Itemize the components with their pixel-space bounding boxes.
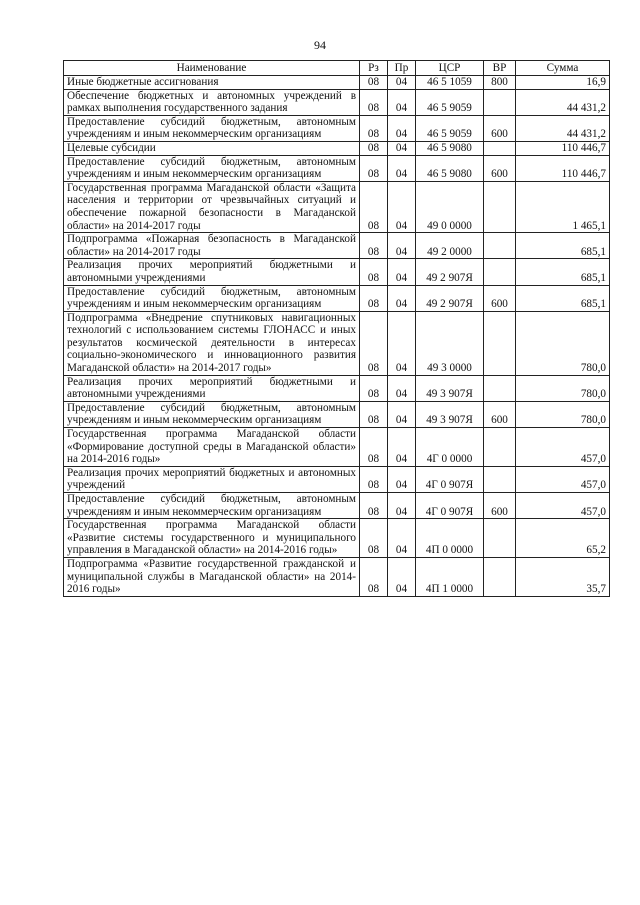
cell-csr: 49 3 0000: [416, 311, 484, 375]
cell-name: Предоставление субсидий бюджетным, автономным учреждениям и иным некоммерческим организациям: [64, 493, 360, 519]
cell-name: Государственная программа Магаданской области «Развитие системы государственного и муниципального управления в Магаданской области» на 2014-2016 годы»: [64, 519, 360, 558]
table-row: [64, 466, 610, 492]
cell-csr: 46 5 9059: [416, 89, 484, 115]
cell-csr: 46 5 9080: [416, 141, 484, 155]
table-row: [64, 401, 610, 427]
cell-rz: 08: [360, 181, 388, 232]
cell-csr: 49 2 0000: [416, 233, 484, 259]
cell-vr: [484, 557, 516, 596]
cell-vr: [484, 233, 516, 259]
cell-rz: 08: [360, 519, 388, 558]
cell-sum: 457,0: [516, 428, 610, 467]
cell-sum: 685,1: [516, 233, 610, 259]
cell-rz: 08: [360, 311, 388, 375]
cell-name: Подпрограмма «Внедрение спутниковых навигационных технологий с использованием системы ГЛОНАСС и иных результатов космической деятельности в интересах социально-экономического и инновационного развития Магаданской области» на 2014-2017 годы»: [64, 311, 360, 375]
cell-rz: 08: [360, 233, 388, 259]
column-header-vr: ВР: [484, 61, 516, 76]
column-header-name: Наименование: [64, 61, 360, 76]
table-row: [64, 115, 610, 141]
cell-vr: 600: [484, 493, 516, 519]
cell-rz: 08: [360, 285, 388, 311]
cell-sum: 110 446,7: [516, 141, 610, 155]
cell-vr: 600: [484, 401, 516, 427]
cell-name: Предоставление субсидий бюджетным, автономным учреждениям и иным некоммерческим организациям: [64, 285, 360, 311]
cell-rz: 08: [360, 155, 388, 181]
cell-sum: 16,9: [516, 76, 610, 90]
cell-pr: 04: [388, 155, 416, 181]
cell-csr: 46 5 1059: [416, 76, 484, 90]
cell-pr: 04: [388, 493, 416, 519]
table-row: [64, 557, 610, 596]
cell-pr: 04: [388, 141, 416, 155]
cell-name: Государственная программа Магаданской области «Защита населения и территории от чрезвычайных ситуаций и обеспечение пожарной безопасности в Магаданской области» на 2014-2017 годы: [64, 181, 360, 232]
table-row: [64, 519, 610, 558]
cell-pr: 04: [388, 76, 416, 90]
cell-vr: [484, 428, 516, 467]
cell-pr: 04: [388, 115, 416, 141]
cell-sum: 65,2: [516, 519, 610, 558]
cell-name: Предоставление субсидий бюджетным, автономным учреждениям и иным некоммерческим организациям: [64, 115, 360, 141]
cell-rz: 08: [360, 375, 388, 401]
table-row: [64, 89, 610, 115]
cell-rz: 08: [360, 141, 388, 155]
table-row: [64, 375, 610, 401]
cell-pr: 04: [388, 401, 416, 427]
cell-csr: 4Г 0 907Я: [416, 493, 484, 519]
cell-rz: 08: [360, 466, 388, 492]
cell-csr: 49 2 907Я: [416, 285, 484, 311]
cell-name: Подпрограмма «Развитие государственной гражданской и муниципальной службы в Магаданской области» на 2014-2016 годы»: [64, 557, 360, 596]
column-header-sum: Сумма: [516, 61, 610, 76]
cell-pr: 04: [388, 311, 416, 375]
cell-rz: 08: [360, 89, 388, 115]
cell-pr: 04: [388, 233, 416, 259]
table-row: [64, 493, 610, 519]
cell-name: Предоставление субсидий бюджетным, автономным учреждениям и иным некоммерческим организациям: [64, 401, 360, 427]
cell-vr: 600: [484, 115, 516, 141]
cell-vr: [484, 141, 516, 155]
cell-sum: 780,0: [516, 375, 610, 401]
cell-pr: 04: [388, 89, 416, 115]
cell-vr: 600: [484, 155, 516, 181]
cell-pr: 04: [388, 259, 416, 285]
cell-csr: 49 3 907Я: [416, 401, 484, 427]
cell-pr: 04: [388, 428, 416, 467]
cell-csr: 4Г 0 907Я: [416, 466, 484, 492]
cell-pr: 04: [388, 519, 416, 558]
cell-sum: 780,0: [516, 401, 610, 427]
cell-pr: 04: [388, 466, 416, 492]
cell-sum: 457,0: [516, 466, 610, 492]
budget-table: [63, 60, 610, 597]
cell-sum: 780,0: [516, 311, 610, 375]
cell-csr: 46 5 9080: [416, 155, 484, 181]
table-row: [64, 311, 610, 375]
cell-csr: 49 0 0000: [416, 181, 484, 232]
cell-pr: 04: [388, 285, 416, 311]
column-header-pr: Пр: [388, 61, 416, 76]
table-row: [64, 233, 610, 259]
cell-name: Государственная программа Магаданской области «Формирование доступной среды в Магаданской области» на 2014-2016 годы»: [64, 428, 360, 467]
cell-sum: 44 431,2: [516, 115, 610, 141]
cell-vr: [484, 466, 516, 492]
cell-csr: 46 5 9059: [416, 115, 484, 141]
cell-name: Реализация прочих мероприятий бюджетными и автономными учреждениями: [64, 259, 360, 285]
cell-rz: 08: [360, 493, 388, 519]
cell-csr: 4П 1 0000: [416, 557, 484, 596]
cell-name: Предоставление субсидий бюджетным, автономным учреждениям и иным некоммерческим организациям: [64, 155, 360, 181]
cell-vr: 600: [484, 285, 516, 311]
cell-name: Реализация прочих мероприятий бюджетными и автономными учреждениями: [64, 375, 360, 401]
table-row: [64, 428, 610, 467]
table-body: [64, 76, 610, 597]
table-row: [64, 141, 610, 155]
cell-vr: [484, 181, 516, 232]
cell-name: Иные бюджетные ассигнования: [64, 76, 360, 90]
table-header-row: [64, 61, 610, 76]
column-header-csr: ЦСР: [416, 61, 484, 76]
cell-rz: 08: [360, 557, 388, 596]
cell-vr: [484, 259, 516, 285]
cell-sum: 44 431,2: [516, 89, 610, 115]
table-row: [64, 76, 610, 90]
cell-sum: 457,0: [516, 493, 610, 519]
cell-rz: 08: [360, 428, 388, 467]
cell-pr: 04: [388, 181, 416, 232]
cell-name: Подпрограмма «Пожарная безопасность в Магаданской области» на 2014-2017 годы: [64, 233, 360, 259]
cell-name: Реализация прочих мероприятий бюджетных и автономных учреждений: [64, 466, 360, 492]
cell-sum: 685,1: [516, 259, 610, 285]
cell-csr: 4Г 0 0000: [416, 428, 484, 467]
cell-sum: 110 446,7: [516, 155, 610, 181]
cell-csr: 4П 0 0000: [416, 519, 484, 558]
cell-rz: 08: [360, 259, 388, 285]
cell-pr: 04: [388, 375, 416, 401]
page-number: 94: [314, 38, 326, 52]
cell-rz: 08: [360, 115, 388, 141]
cell-vr: [484, 89, 516, 115]
column-header-rz: Рз: [360, 61, 388, 76]
table-row: [64, 285, 610, 311]
cell-rz: 08: [360, 76, 388, 90]
table-row: [64, 181, 610, 232]
cell-name: Обеспечение бюджетных и автономных учреждений в рамках выполнения государственного задания: [64, 89, 360, 115]
cell-sum: 1 465,1: [516, 181, 610, 232]
cell-sum: 35,7: [516, 557, 610, 596]
cell-vr: [484, 375, 516, 401]
cell-csr: 49 2 907Я: [416, 259, 484, 285]
cell-name: Целевые субсидии: [64, 141, 360, 155]
table-row: [64, 259, 610, 285]
cell-rz: 08: [360, 401, 388, 427]
table-row: [64, 155, 610, 181]
cell-vr: [484, 519, 516, 558]
cell-vr: 800: [484, 76, 516, 90]
cell-vr: [484, 311, 516, 375]
cell-sum: 685,1: [516, 285, 610, 311]
cell-pr: 04: [388, 557, 416, 596]
cell-csr: 49 3 907Я: [416, 375, 484, 401]
